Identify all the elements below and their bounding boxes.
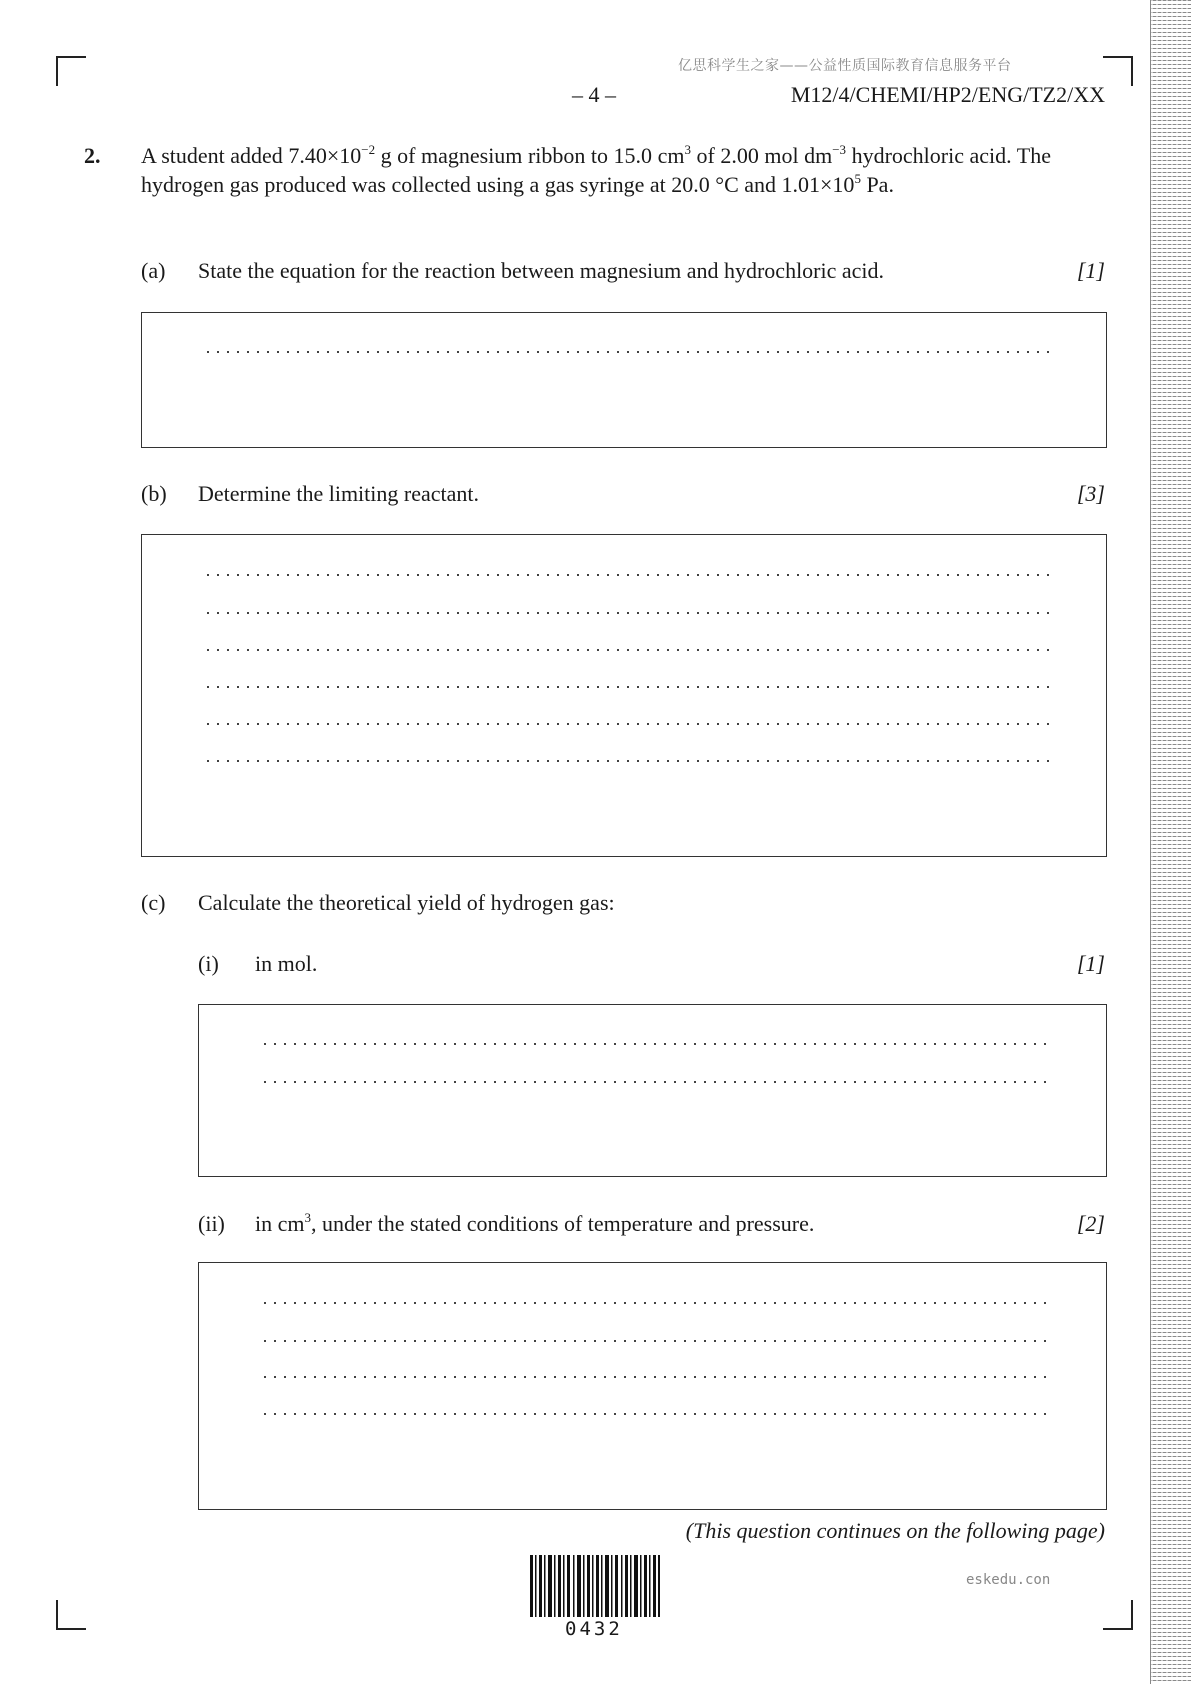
answer-line [260, 1043, 1051, 1045]
watermark-text: 亿思科学生之家——公益性质国际教育信息服务平台 [678, 58, 1012, 74]
crop-mark-top-right [1103, 56, 1133, 86]
barcode-icon [530, 1555, 660, 1617]
part-a-label: (a) [141, 258, 166, 283]
paper-code: M12/4/CHEMI/HP2/ENG/TZ2/XX [790, 82, 1105, 107]
part-c-text: Calculate the theoretical yield of hydrogen gas: [198, 890, 615, 915]
part-b-marks: [3] [1076, 481, 1105, 506]
crop-mark-bottom-left [56, 1600, 86, 1630]
answer-line [203, 649, 1051, 651]
answer-line [260, 1081, 1051, 1083]
part-c-ii-text: in $cm^3$, under the stated conditions of temperature and pressure. [255, 1210, 815, 1236]
answer-line [203, 686, 1051, 688]
answer-line [203, 612, 1051, 614]
answer-line [203, 723, 1051, 725]
answer-line [203, 760, 1051, 762]
answer-line [260, 1413, 1051, 1415]
page-number: – 4 – [572, 82, 616, 107]
question-stem: A student added $7.40\times 10^{-2}$ g of magnesium ribbon to 15.0 $cm^3$ of 2.00 mol $dm^{-3}$ hydrochloric acid. The hydrogen gas produced was collected using a gas syringe at 20.0 °C and $1.01\times 10^5$ Pa. [141, 142, 1051, 197]
answer-line [203, 351, 1051, 353]
margin-pattern-strip [1150, 0, 1191, 1684]
answer-line [203, 574, 1051, 576]
part-c-i-label: (i) [198, 951, 219, 976]
part-b-label: (b) [141, 481, 167, 506]
answer-line [260, 1376, 1051, 1378]
part-b-text: Determine the limiting reactant. [198, 481, 480, 506]
answer-line [260, 1302, 1051, 1304]
answer-box-b[interactable] [141, 534, 1107, 857]
part-c-ii-marks: [2] [1076, 1211, 1105, 1236]
continues-note: (This question continues on the following page) [685, 1518, 1105, 1543]
answer-box-c-i[interactable] [198, 1004, 1107, 1177]
part-c-i-text: in mol. [255, 951, 318, 976]
part-c-label: (c) [141, 890, 166, 915]
question-number: 2. [84, 143, 101, 168]
answer-box-a[interactable] [141, 312, 1107, 448]
crop-mark-bottom-right [1103, 1600, 1133, 1630]
crop-mark-top-left [56, 56, 86, 86]
part-c-ii-label: (ii) [198, 1211, 225, 1236]
answer-box-c-ii[interactable] [198, 1262, 1107, 1510]
part-c-i-marks: [1] [1076, 951, 1105, 976]
answer-line [260, 1340, 1051, 1342]
part-a-text: State the equation for the reaction between magnesium and hydrochloric acid. [198, 258, 885, 283]
part-a-marks: [1] [1076, 258, 1105, 283]
barcode-number: 0432 [565, 1618, 623, 1640]
site-watermark: eskedu.con [966, 1572, 1051, 1588]
